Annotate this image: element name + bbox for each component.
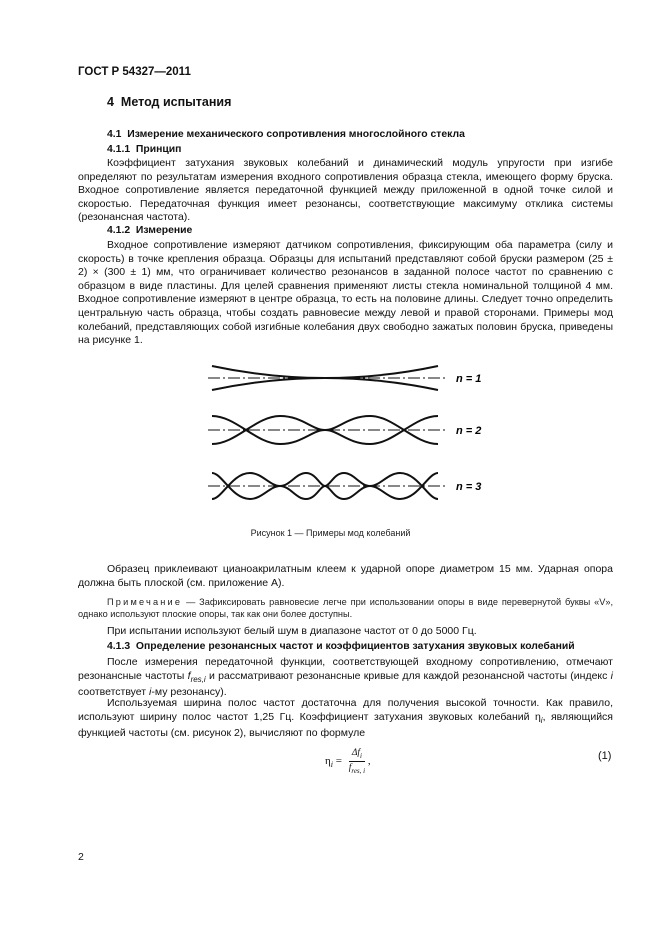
mode-1-diagram — [208, 366, 481, 390]
subsection-number: 4.1.3 — [107, 641, 131, 652]
principle-paragraph: Коэффициент затухания звуковых колебаний и динамический модуль упругости при изгибе определяют по результатам измерения входного сопротивления образца стекла, имеющего форму бруска. Входное сопротивление является передаточной функцией между приложенной в одной точке силой и скоростью. Передаточная функция имеет резонансы, соответствующие максимуму отклика системы (резонансная частота). — [78, 157, 613, 224]
formula-1: $\eta_i$ = $\frac{\Delta f_i}{f_{res, i}}$ , — [325, 748, 371, 775]
formula-denominator: $f_{res, i}$ — [348, 762, 366, 775]
eta-symbol: η — [534, 710, 541, 723]
formula-numerator: $\Delta f_i$ — [349, 748, 365, 762]
subsection-heading-4-1-3 — [107, 641, 575, 652]
document-header: ГОСТ Р 54327—2011 — [78, 66, 191, 78]
note-label: Примечание — [107, 597, 183, 607]
section-title: Метод испытания — [120, 95, 232, 109]
subsection-heading-4-1 — [107, 129, 465, 140]
section-heading — [107, 95, 231, 109]
equation-number: (1) — [598, 750, 612, 762]
measurement-paragraph: Входное сопротивление измеряют датчиком сопротивления, фиксирующим оба параметра (силу и скорость) в точке крепления образца. Образцы для испытаний представляют собой бруски размером (25 ± 2) × (300 ± 1) мм, что ограничивает количество резонансов в заданной полосе частот по сравнению с образцом в виде пластины. Для целей сравнения применяют листы стекла номинальной толщиной 4 мм. Входное сопротивление измеряют в центре образца, то есть на половине длины. Следует точно определить центральную часть образца, чтобы создать равновесие между левой и правой сторонами. Примеры мод колебаний, представляющих собой изгибные колебания двух свободно зажатых половин бруска, приведены на рисунке 1. — [78, 239, 613, 347]
page-number: 2 — [78, 851, 84, 863]
subsection-title: Измерение — [135, 225, 193, 236]
frequency-symbol: f — [187, 669, 191, 682]
subsection-number: 4.1 — [107, 129, 122, 140]
subsection-title: Определение резонансных частот и коэффициентов затухания звуковых колебаний — [135, 641, 575, 652]
section-number: 4 — [107, 95, 114, 109]
mode-1-curve-upper — [212, 366, 438, 378]
subsection-number: 4.1.1 — [107, 144, 131, 155]
subsection-number: 4.1.2 — [107, 225, 131, 236]
mode-1-curve-lower — [212, 378, 438, 390]
mode-2-curve-lower — [212, 416, 438, 444]
subsection-heading-4-1-2 — [107, 225, 192, 236]
bandwidth-paragraph: Используемая ширина полос частот достаточна для получения высокой точности. Как правило, используют ширину полос частот 1,25 Гц. Коэффициент затухания звуковых колебаний $\eta_i$, являющийся функцией частоты (см. рисунок 2), вычисляют по формуле — [78, 697, 613, 740]
formula-fraction — [349, 748, 365, 775]
mode-1-label: n = 1 — [456, 373, 482, 385]
note-text: — Зафиксировать равновесие легче при использовании опоры в виде перевернутой буквы «V», однако используют плоские опоры, так как они более доступны. — [78, 597, 613, 620]
resonance-paragraph: После измерения передаточной функции, соответствующей входному сопротивлению, отмечают резонансные частоты $f_{res,i}$ и рассматривают резонансные кривые для каждой резонансной частоты (индекс i соответствует i-му резонансу). — [78, 656, 613, 699]
mode-3-diagram — [208, 473, 481, 499]
subsection-title: Принцип — [135, 144, 182, 155]
figure-caption: Рисунок 1 — Примеры мод колебаний — [250, 528, 411, 538]
subsection-title: Измерение механического сопротивления многослойного стекла — [127, 129, 465, 140]
vibration-modes-figure — [200, 356, 500, 516]
adhesive-paragraph: Образец приклеивают цианоакрилатным клеем к ударной опоре диаметром 15 мм. Ударная опора должна быть плоской (см. приложение А). — [78, 563, 613, 589]
white-noise-paragraph: При испытании используют белый шум в диапазоне частот от 0 до 5000 Гц. — [107, 625, 477, 637]
note-paragraph — [78, 596, 613, 621]
subsection-heading-4-1-1 — [107, 144, 181, 155]
mode-2-label: n = 2 — [456, 425, 482, 437]
mode-2-diagram — [208, 416, 481, 444]
mode-3-label: n = 3 — [456, 481, 482, 493]
